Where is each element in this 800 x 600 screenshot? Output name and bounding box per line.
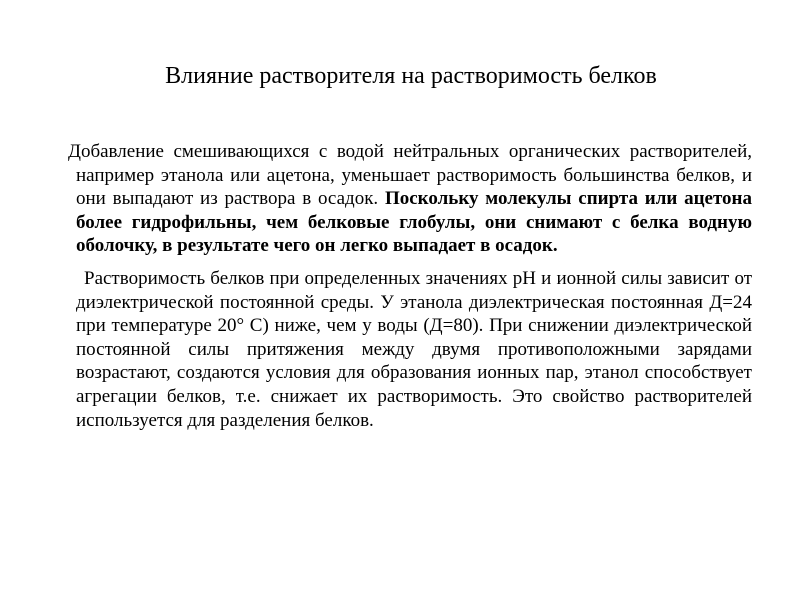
paragraph-solvent-effect-emphasis: Поскольку молекулы спирта или ацетона более гидрофильны, чем белковые глобулы, они снимают с белка водную оболочку, в результате чего он легко выпадает в осадок. xyxy=(76,188,752,257)
slide-body xyxy=(68,140,752,432)
paragraph-dielectric-constant: Растворимость белков при определенных значениях рН и ионной силы зависит от диэлектрической постоянной среды. У этанола диэлектрическая постоянная Д=24 при температуре 20° С) ниже, чем у воды (Д=80). При снижении диэлектрической постоянной силы притяжения между двумя противоположными зарядами возрастают, создаются условия для образования ионных пар, этанол способствует агрегации белков, т.е. снижает их растворимость. Это свойство растворителей используется для разделения белков. xyxy=(76,267,752,431)
slide-title: Влияние растворителя на растворимость белков xyxy=(165,63,657,89)
paragraph-solvent-effect xyxy=(68,140,752,258)
paragraph-solvent-effect-text: Добавление смешивающихся с водой нейтральных органических растворителей, например этанола или ацетона, уменьшает растворимость большинства белков, и они выпадают из раствора в осадок. xyxy=(68,141,752,210)
